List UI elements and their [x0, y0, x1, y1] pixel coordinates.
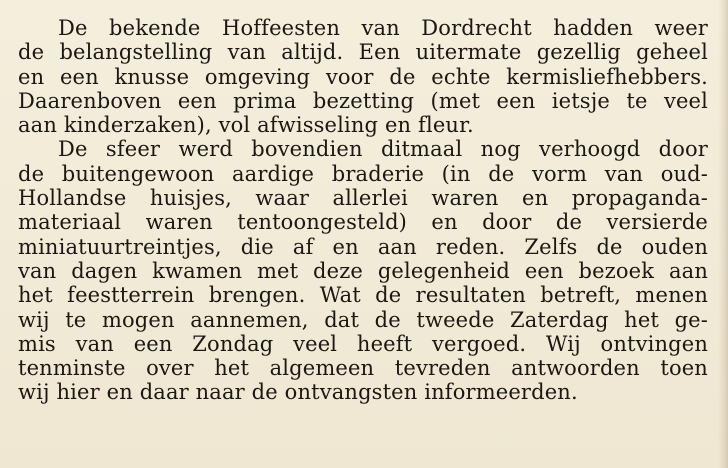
text-line: wij te mogen aannemen, dat de tweede Zaterdag het ge-	[18, 307, 708, 332]
text-line: miniatuurtreintjes, die af en aan reden. Zelfs de ouden	[18, 234, 708, 259]
text-line: materiaal waren tentoongesteld) en door de versierde	[18, 210, 708, 235]
text-line: aan kinderzaken), vol afwisseling en fleur.	[18, 113, 474, 138]
text-line: Daarenboven een prima bezetting (met een ietsje te veel	[18, 88, 708, 113]
text-line: en een knusse omgeving voor de echte kermisliefhebbers.	[18, 64, 708, 89]
paragraph-2	[18, 137, 708, 404]
paragraph-1	[18, 16, 708, 137]
text-line: De bekende Hoffeesten van Dordrecht hadden weer	[58, 16, 708, 40]
text-line: mis van een Zondag veel heeft vergoed. Wij ontvingen	[18, 331, 708, 356]
text-line: Hollandse huisjes, waar allerlei waren en propaganda-	[18, 186, 708, 211]
article-text	[18, 16, 708, 405]
text-line: de belangstelling van altijd. Een uitermate gezellig geheel	[18, 40, 708, 65]
text-line: De sfeer werd bovendien ditmaal nog verhoogd door	[58, 137, 708, 162]
text-line: wij hier en daar naar de ontvangsten informeerden.	[18, 380, 578, 405]
text-line: van dagen kwamen met deze gelegenheid een bezoek aan	[18, 258, 708, 283]
text-line: tenminste over het algemeen tevreden antwoorden toen	[18, 356, 708, 381]
text-line: de buitengewoon aardige braderie (in de vorm van oud-	[18, 161, 708, 186]
scan-edge-shadow	[718, 0, 728, 468]
text-line: het feestterrein brengen. Wat de resultaten betreft, menen	[18, 283, 708, 308]
